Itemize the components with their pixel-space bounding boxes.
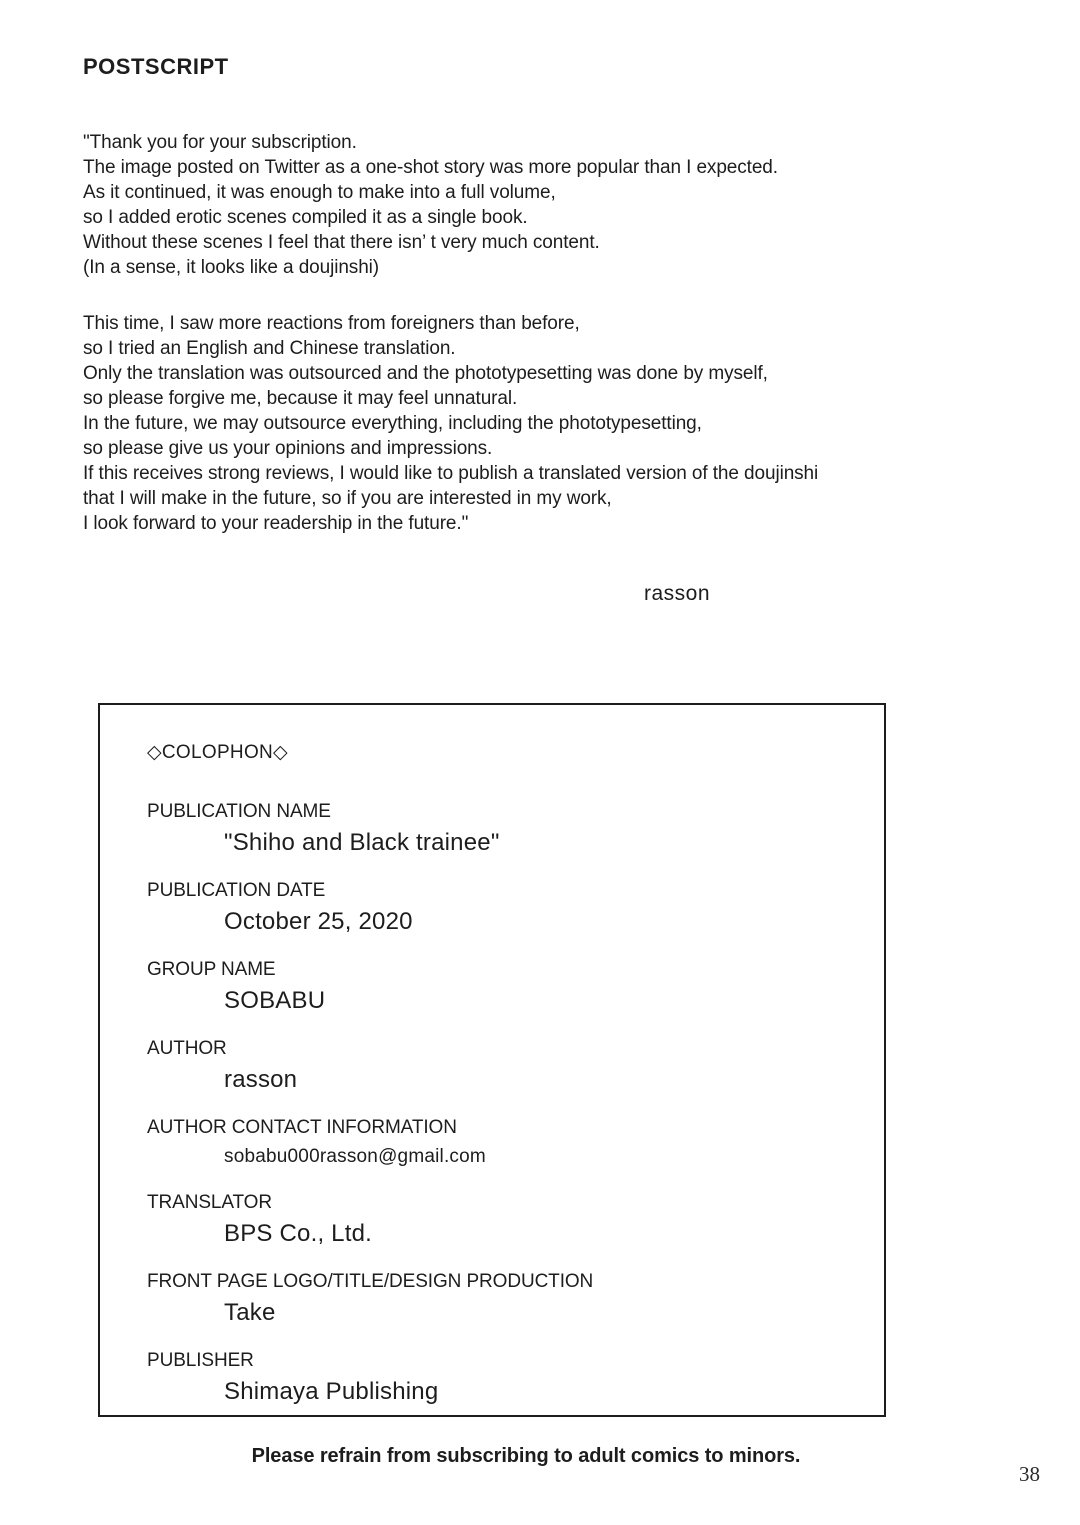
text-line: The image posted on Twitter as a one-shot story was more popular than I expected. xyxy=(83,157,778,178)
page-number: 38 xyxy=(1019,1462,1040,1486)
text-line: Only the translation was outsourced and the phototypesetting was done by myself, xyxy=(83,363,768,384)
text-line: "Thank you for your subscription. xyxy=(83,132,357,153)
text-line: so I tried an English and Chinese translation. xyxy=(83,338,456,359)
text-line: that I will make in the future, so if you are interested in my work, xyxy=(83,488,612,509)
author-signature: rasson xyxy=(644,582,711,605)
colophon-entry xyxy=(147,800,854,858)
colophon-value: SOBABU xyxy=(224,987,326,1014)
text-line: If this receives strong reviews, I would like to publish a translated version of the doujinshi xyxy=(83,463,819,484)
colophon-value: rasson xyxy=(224,1066,298,1093)
colophon-label: AUTHOR xyxy=(147,1038,227,1059)
text-line: I look forward to your readership in the future." xyxy=(83,513,469,534)
colophon-value: BPS Co., Ltd. xyxy=(224,1220,373,1247)
colophon-entry xyxy=(147,1349,854,1407)
text-line: so please give us your opinions and impressions. xyxy=(83,438,493,459)
text-line: This time, I saw more reactions from foreigners than before, xyxy=(83,313,580,334)
text-line: As it continued, it was enough to make into a full volume, xyxy=(83,182,556,203)
colophon-label: GROUP NAME xyxy=(147,959,276,980)
colophon-value: sobabu000rasson@gmail.com xyxy=(224,1146,486,1167)
colophon-value: October 25, 2020 xyxy=(224,908,413,935)
colophon-entry xyxy=(147,1037,854,1095)
colophon-title: ◇COLOPHON◇ xyxy=(147,742,288,763)
colophon-label: FRONT PAGE LOGO/TITLE/DESIGN PRODUCTION xyxy=(147,1271,594,1292)
colophon-entry xyxy=(147,1191,854,1249)
colophon-entry xyxy=(147,958,854,1016)
text-line: so I added erotic scenes compiled it as a single book. xyxy=(83,207,528,228)
colophon-label: PUBLICATION DATE xyxy=(147,880,326,901)
colophon-value: Take xyxy=(224,1299,276,1326)
colophon-value: "Shiho and Black trainee" xyxy=(224,829,500,856)
colophon-entries xyxy=(147,800,854,1407)
colophon-label: TRANSLATOR xyxy=(147,1192,272,1213)
postscript-paragraph-1 xyxy=(83,130,778,280)
text-line: Without these scenes I feel that there isn’ t very much content. xyxy=(83,232,600,253)
postscript-paragraph-2 xyxy=(83,311,818,536)
footer-note: Please refrain from subscribing to adult comics to minors. xyxy=(251,1445,801,1467)
text-line: In the future, we may outsource everything, including the phototypesetting, xyxy=(83,413,702,434)
colophon-entry xyxy=(147,1270,854,1328)
page-title: POSTSCRIPT xyxy=(83,54,229,79)
colophon-label: PUBLISHER xyxy=(147,1350,254,1371)
colophon-box xyxy=(98,703,886,1417)
colophon-entry xyxy=(147,1116,854,1170)
colophon-entry xyxy=(147,879,854,937)
text-line: so please forgive me, because it may feel unnatural. xyxy=(83,388,518,409)
text-line: (In a sense, it looks like a doujinshi) xyxy=(83,257,380,278)
colophon-label: AUTHOR CONTACT INFORMATION xyxy=(147,1117,457,1138)
colophon-value: Shimaya Publishing xyxy=(224,1378,439,1405)
colophon-label: PUBLICATION NAME xyxy=(147,801,331,822)
